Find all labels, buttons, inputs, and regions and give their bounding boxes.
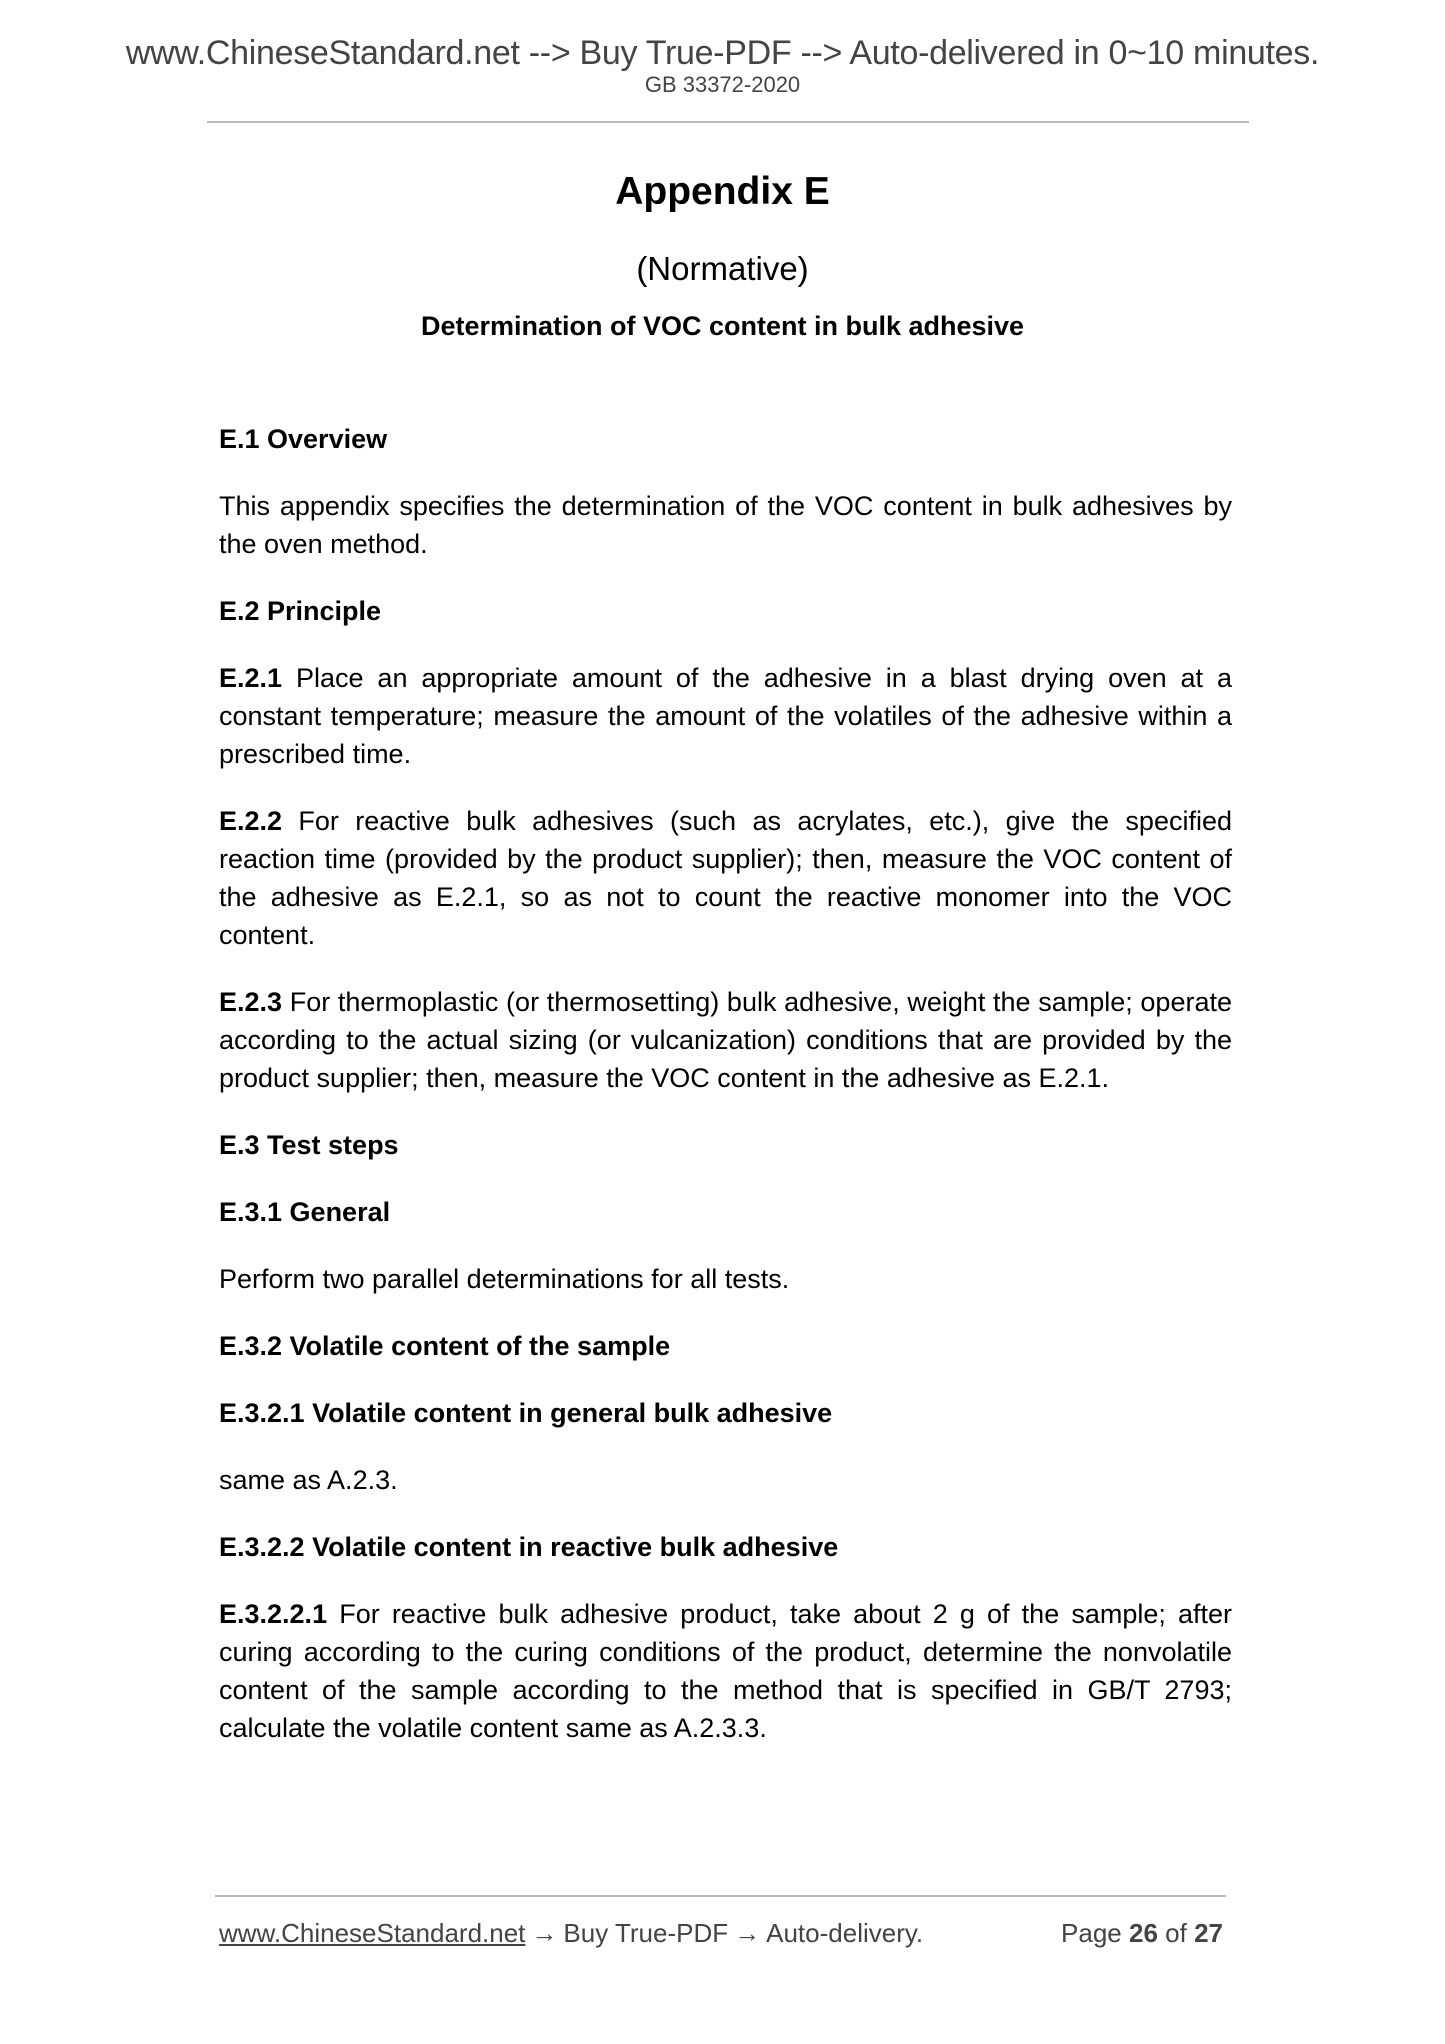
- paragraph-same-as: [219, 1461, 1232, 1499]
- page-current: 26: [1129, 1918, 1158, 1948]
- paragraph-e2-1: [219, 659, 1232, 773]
- paragraph-text: This appendix specifies the determination of the VOC content in bulk adhesives by the oven method.: [219, 491, 1232, 559]
- document-body: [219, 420, 1232, 1776]
- page-footer: [219, 1918, 1223, 1949]
- section-heading-e3: E.3 Test steps: [219, 1130, 399, 1160]
- paragraph-general: [219, 1260, 1232, 1298]
- appendix-title: Appendix E: [615, 170, 830, 213]
- section-heading-e3-2-2: E.3.2.2 Volatile content in reactive bulk adhesive: [219, 1532, 839, 1562]
- page-label: Page: [1061, 1918, 1122, 1948]
- footer-divider: [215, 1895, 1226, 1897]
- section-heading-e3-2-1: E.3.2.1 Volatile content in general bulk adhesive: [219, 1398, 833, 1428]
- section-heading-e3-1: E.3.1 General: [219, 1197, 391, 1227]
- page-of-label: of: [1165, 1918, 1187, 1948]
- arrow-right-icon: →: [734, 1918, 761, 1948]
- paragraph-e3-2-2-1: [219, 1595, 1232, 1747]
- clause-number: E.2.3: [219, 987, 283, 1017]
- paragraph-text: For reactive bulk adhesives (such as acrylates, etc.), give the specified reaction time (provided by the product supplier); then, measure the VOC content of the adhesive as E.2.1, so as not to count the reactive monomer into the VOC content.: [219, 806, 1232, 950]
- footer-buy-text: Buy True-PDF: [563, 1918, 729, 1948]
- section-heading-e2: E.2 Principle: [219, 596, 382, 626]
- section-heading-e1: E.1 Overview: [219, 424, 388, 454]
- paragraph-overview: [219, 487, 1232, 563]
- footer-delivery-text: Auto-delivery.: [766, 1918, 924, 1948]
- appendix-description: Determination of VOC content in bulk adhesive: [420, 311, 1025, 341]
- clause-number: E.3.2.2.1: [219, 1599, 328, 1629]
- paragraph-e2-3: [219, 983, 1232, 1097]
- clause-number: E.2.2: [219, 806, 283, 836]
- paragraph-e2-2: [219, 802, 1232, 954]
- clause-number: E.2.1: [219, 663, 283, 693]
- paragraph-text: Perform two parallel determinations for all tests.: [219, 1264, 790, 1294]
- section-heading-e3-2: E.3.2 Volatile content of the sample: [219, 1331, 671, 1361]
- page-total: 27: [1194, 1918, 1223, 1948]
- appendix-type: (Normative): [636, 250, 809, 287]
- header-divider: [207, 121, 1249, 123]
- header-banner: www.ChineseStandard.net --> Buy True-PDF --> Auto-delivered in 0~10 minutes.: [125, 34, 1320, 72]
- footer-site-link[interactable]: www.ChineseStandard.net: [219, 1918, 526, 1948]
- paragraph-text: Place an appropriate amount of the adhesive in a blast drying oven at a constant temperature; measure the amount of the volatiles of the adhesive within a prescribed time.: [219, 663, 1232, 769]
- footer-left: [219, 1918, 923, 1949]
- arrow-right-icon: →: [531, 1918, 558, 1948]
- paragraph-text: same as A.2.3.: [219, 1465, 398, 1495]
- paragraph-text: For reactive bulk adhesive product, take about 2 g of the sample; after curing according to the curing conditions of the product, determine the nonvolatile content of the sample according to the method that is specified in GB/T 2793; calculate the volatile content same as A.2.3.3.: [219, 1599, 1232, 1743]
- paragraph-text: For thermoplastic (or thermosetting) bulk adhesive, weight the sample; operate according to the actual sizing (or vulcanization) conditions that are provided by the product supplier; then, measure the VOC content in the adhesive as E.2.1.: [219, 987, 1232, 1093]
- page-indicator: [1061, 1918, 1223, 1949]
- standard-code: GB 33372-2020: [644, 72, 801, 97]
